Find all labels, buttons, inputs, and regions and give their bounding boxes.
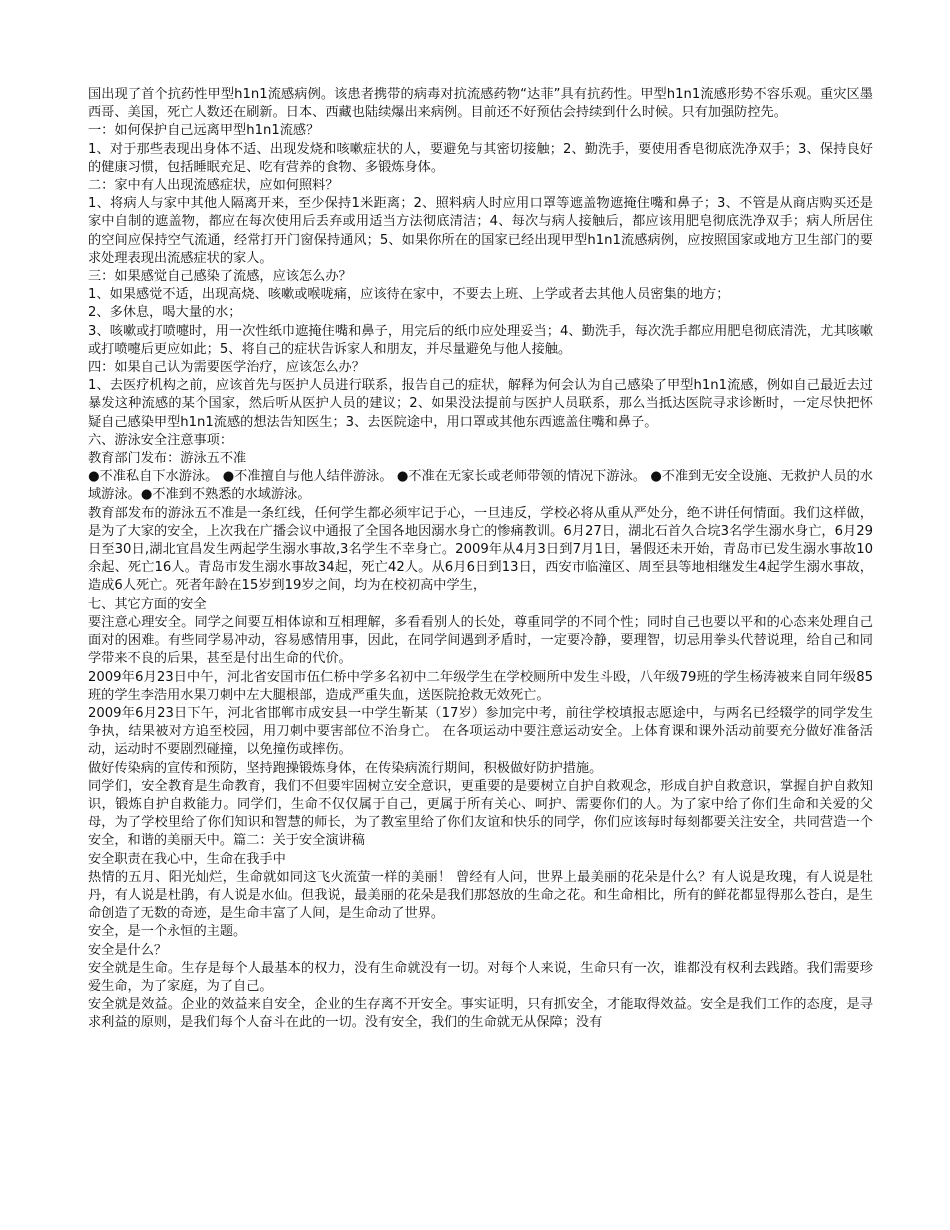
heading-flu-medical: 四：如果自己认为需要医学治疗，应该怎么办？ — [88, 360, 365, 376]
paragraph-flu-infected-2: 2、多休息，喝大量的水； — [88, 305, 242, 321]
paragraph-safety-is-benefit: 安全就是效益。企业的效益来自安全，企业的生存离不开安全。事实证明，只有抓安全，才能取得效益。安全是我们工作的态度，是寻求利益的原则，是我们每个人奋斗在此的一切。没有安全，我们的生命就无从保障；没有 — [88, 997, 873, 1031]
paragraph-flu-protect: 1、对于那些表现出身体不适、出现发烧和咳嗽症状的人，要避免与其密切接触；2、勤洗手，要使用香皂彻底洗净双手；3、保持良好的健康习惯，包括睡眠充足、吃有营养的食物、多锻炼身体。 — [88, 141, 873, 175]
paragraph-flu-intro: 国出现了首个抗药性甲型h1n1流感病例。该患者携带的病毒对抗流感药物“达菲”具有抗药性。甲型h1n1流感形势不容乐观。重灾区墨西哥、美国，死亡人数还在刷新。日本、西藏也陆续爆出来病例。目前还不好预估会持续到什么时候。只有加强防控先。 — [88, 87, 873, 121]
paragraph-swimming-cases: 教育部发布的游泳五不准是一条红线，任何学生都必须牢记于心，一旦违反，学校必将从重从严处分，绝不讲任何情面。我们这样做，是为了大家的安全，上次我在广播会议中通报了全国各地因溺水身亡的惨痛教训。6月27日，湖北石首久合垸3名学生溺水身亡，6月29日至30日,湖北宜昌发生两起学生溺水事故,3名学生不幸身亡。2009年从4月3日到7月1日，暑假还未开始，青岛市已发生溺水事故10余起、死亡16人。青岛市发生溺水事故34起，死亡42人。从6月6日到13日，西安市临潼区、周至县等地相继发生4起学生溺水事故，造成6人死亡。死者年龄在15岁到19岁之间，均为在校初高中学生， — [88, 505, 873, 594]
paragraph-case-anguo: 2009年6月23日中午，河北省安国市伍仁桥中学多名初中二年级学生在学校厕所中发生斗殴，八年级79班的学生杨涛被来自同年级85班的学生李浩用水果刀刺中左大腿根部，造成严重失血，送医院抢救无效死亡。 — [88, 669, 873, 703]
paragraph-mental-safety: 要注意心理安全。同学之间要互相体谅和互相理解，多看看别人的长处，尊重同学的不同个性；同时自己也要以平和的心态来处理自己面对的困难。有些同学易冲动，容易感情用事，因此，在同学间遇到矛盾时，一定要冷静，要理智，切忌用拳头代替说理，给自己和同学带来不良的后果，甚至是付出生命的代价。 — [88, 614, 873, 667]
paragraph-disease-prevention: 做好传染病的宣传和预防，坚持跑操锻炼身体，在传染病流行期间，积极做好防护措施。 — [88, 760, 603, 776]
heading-flu-protect: 一：如何保护自己远离甲型h1n1流感？ — [88, 123, 320, 139]
heading-other-safety: 七、其它方面的安全 — [88, 596, 207, 612]
paragraph-flu-infected-3: 3、咳嗽或打喷嚏时，用一次性纸巾遮掩住嘴和鼻子，用完后的纸巾应处理妥当；4、勤洗手，每次洗手都应用肥皂彻底清洗，尤其咳嗽或打喷嚏后更应如此；5、将自己的症状告诉家人和朋友，并尽量避免与他人接触。 — [88, 323, 873, 357]
paragraph-case-handan: 2009年6月23日下午，河北省邯郸市成安县一中学生靳某（17岁）参加完中考，前往学校填报志愿途中，与两名已经辍学的同学发生争执，结果被对方追至校园，用刀刺中要害部位不治身亡。 在各项运动中要注意运动安全。上体育课和课外活动前要充分做好准备活动，运动时不要剧烈碰撞，以免撞伤或摔伤。 — [88, 705, 873, 758]
paragraph-flu-infected-1: 1、如果感觉不适，出现高烧、咳嗽或喉咙痛，应该待在家中，不要去上班、上学或者去其他人员密集的地方； — [88, 287, 730, 303]
heading-speech-title: 安全职责在我心中，生命在我手中 — [88, 851, 286, 867]
heading-swimming-safety: 六、游泳安全注意事项： — [88, 432, 234, 448]
heading-flu-care: 二：家中有人出现流感症状，应如何照料？ — [88, 178, 339, 194]
paragraph-what-is-safety: 安全是什么？ — [88, 942, 168, 958]
paragraph-flu-care: 1、将病人与家中其他人隔离开来，至少保持1米距离；2、照料病人时应用口罩等遮盖物遮掩住嘴和鼻子；3、不管是从商店购买还是家中自制的遮盖物，都应在每次使用后丢弃或用适当方法彻底清洁；4、每次与病人接触后，都应该用肥皂彻底洗净双手；病人所居住的空间应保持空气流通，经常打开门窗保持通风；5、如果你所在的国家已经出现甲型h1n1流感病例，应按照国家或地方卫生部门的要求处理表现出流感症状的家人。 — [88, 196, 873, 266]
paragraph-safety-education: 同学们，安全教育是生命教育，我们不但要牢固树立安全意识，更重要的是要树立自护自救观念，形成自护自救意识，掌握自护自救知识，锻炼自护自救能力。同学们，生命不仅仅属于自己，更属于所有关心、呵护、需要你们的人。为了家中给了你们生命和关爱的父母，为了学校里给了你们知识和智慧的师长，为了教室里给了你们友谊和快乐的同学，你们应该每时每刻都要关注安全，共同营造一个安全，和谐的美丽天中。篇二：关于安全演讲稿 — [88, 778, 873, 849]
paragraph-eternal-theme: 安全，是一个永恒的主题。 — [88, 924, 247, 940]
paragraph-speech-opening: 热情的五月、阳光灿烂，生命就如同这飞火流萤一样的美丽！ 曾经有人问，世界上最美丽的花朵是什么？有人说是玫瑰，有人说是牡丹，有人说是杜鹃，有人说是水仙。但我说，最美丽的花朵是我们那怒放的生命之花。和生命相比，所有的鲜花都显得那么苍白，是生命创造了无数的奇迹，是生命丰富了人间，是生命动了世界。 — [88, 869, 873, 922]
subheading-swimming-rules: 教育部门发布：游泳五不准 — [88, 451, 247, 467]
paragraph-safety-is-life: 安全就是生命。生存是每个人最基本的权力，没有生命就没有一切。对每个人来说，生命只有一次，谁都没有权利去践踏。我们需要珍爱生命，为了家庭，为了自己。 — [88, 960, 873, 994]
paragraph-flu-medical: 1、去医疗机构之前，应该首先与医护人员进行联系，报告自己的症状，解释为何会认为自己感染了甲型h1n1流感，例如自己最近去过暴发这种流感的某个国家，然后听从医护人员的建议；2、如果没法提前与医护人员联系，那么当抵达医院寻求诊断时，一定尽快把怀疑自己感染甲型h1n1流感的想法告知医生；3、去医院途中，用口罩或其他东西遮盖住嘴和鼻子。 — [88, 378, 873, 430]
paragraph-swimming-rules: ●不准私自下水游泳。 ●不准擅自与他人结伴游泳。 ●不准在无家长或老师带领的情况下游泳。 ●不准到无安全设施、无救护人员的水域游泳。●不准到不熟悉的水域游泳。 — [88, 469, 873, 503]
heading-flu-infected: 三：如果感觉自己感染了流感，应该怎么办？ — [88, 269, 352, 285]
document-body — [88, 86, 873, 1033]
